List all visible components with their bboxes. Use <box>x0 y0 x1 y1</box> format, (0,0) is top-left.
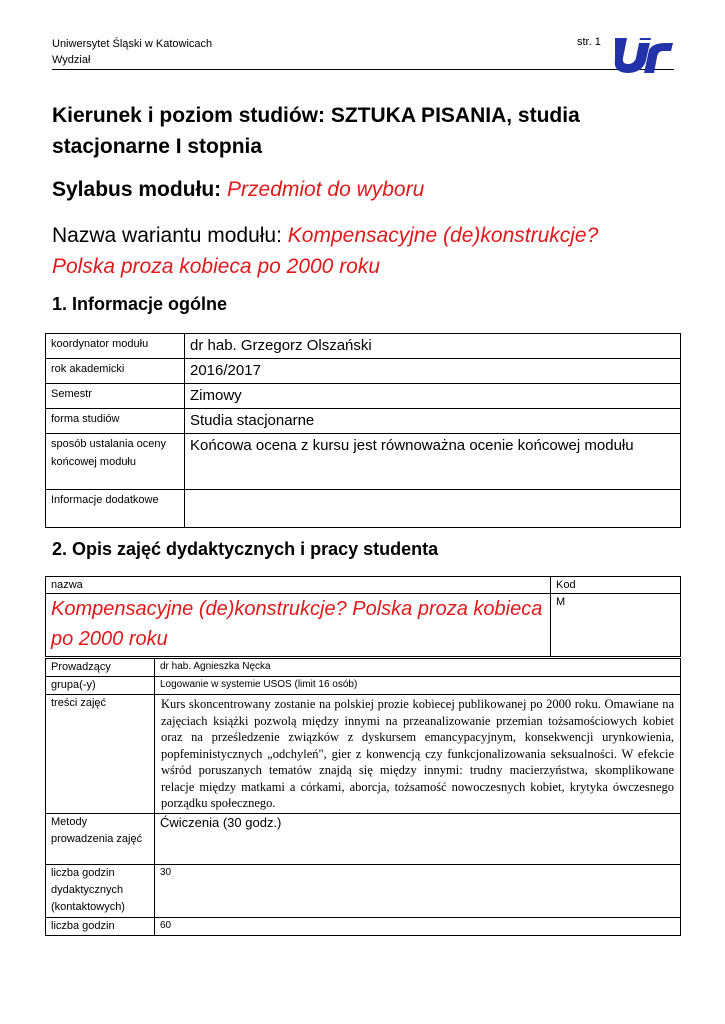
row-value: dr hab. Agnieszka Nęcka <box>155 659 681 677</box>
row-key: grupa(-y) <box>46 677 155 695</box>
row-key: forma studiów <box>46 409 185 434</box>
row-value: Zimowy <box>185 384 681 409</box>
row-value: 2016/2017 <box>185 359 681 384</box>
unit-name: Wydział <box>52 54 91 66</box>
row-key: Prowadzący <box>46 659 155 677</box>
table-row <box>46 594 681 657</box>
table-row <box>46 384 681 409</box>
page-title: Kierunek i poziom studiów: SZTUKA PISANIA, studia stacjonarne I stopnia <box>52 104 580 158</box>
name-label: nazwa <box>46 577 551 594</box>
row-value: dr hab. Grzegorz Olszański <box>185 334 681 359</box>
row-value: 30 <box>155 864 681 917</box>
table-row <box>46 434 681 490</box>
course-name: Kompensacyjne (de)konstrukcje? Polska proza kobieca po 2000 roku <box>46 594 551 657</box>
university-logo <box>609 34 675 76</box>
table-row <box>46 864 681 917</box>
row-key: rok akademicki <box>46 359 185 384</box>
section1-heading: 1. Informacje ogólne <box>52 294 228 314</box>
row-value: Studia stacjonarne <box>185 409 681 434</box>
course-code: M <box>551 594 681 657</box>
table-row <box>46 409 681 434</box>
row-value: 60 <box>155 917 681 935</box>
course-name-table <box>45 576 681 657</box>
row-key: Informacje dodatkowe <box>46 490 185 528</box>
sylabus-heading <box>52 175 424 205</box>
row-value: Logowanie w systemie USOS (limit 16 osób) <box>155 677 681 695</box>
section2-heading: 2. Opis zajęć dydaktycznych i pracy studenta <box>52 539 439 559</box>
row-value <box>185 490 681 528</box>
sylabus-label: Sylabus modułu: <box>52 178 222 201</box>
code-label: Kod <box>551 577 681 594</box>
page-number: str. 1 <box>577 36 601 48</box>
general-info-table <box>45 333 681 528</box>
row-key: liczba godzin <box>46 917 155 935</box>
row-key: sposób ustalania oceny końcowej modułu <box>46 434 185 490</box>
row-key: koordynator modułu <box>46 334 185 359</box>
sylabus-value: Przedmiot do wyboru <box>227 178 425 201</box>
header-divider <box>52 69 674 70</box>
table-row <box>46 334 681 359</box>
table-row <box>46 813 681 864</box>
table-row <box>46 359 681 384</box>
course-content: Kurs skoncentrowany zostanie na polskiej prozie kobiecej publikowanej po 2000 roku. Omawiane na zajęciach książki pozwolą między innymi na przeanalizowanie przemian tożsamościowych kobiet oraz na prześledzenie związków z dyskursem emancypacyjnym, konsekwencji urynkowienia, popfeministycznych „odchyleń", gier z konwencją czy funkcjonalizowania seksualności. W efekcie wśród poruszanych tematów znajdą się między innymi: trudny macierzyństwa, skomplikowane relacje między matkami a córkami, aborcja, tożsamość nowoczesnych kobiet, krytyka ówczesnego porządku społecznego. <box>155 695 681 814</box>
row-value: Ćwiczenia (30 godz.) <box>155 813 681 864</box>
course-details-table <box>45 658 681 936</box>
table-row <box>46 695 681 814</box>
university-name: Uniwersytet Śląski w Katowicach <box>52 38 213 50</box>
table-row <box>46 659 681 677</box>
row-key: liczba godzin dydaktycznych (kontaktowych) <box>46 864 155 917</box>
wariant-value-2: Polska proza kobieca po 2000 roku <box>52 255 381 278</box>
row-key: treści zajęć <box>46 695 155 814</box>
wariant-heading <box>52 220 672 282</box>
table-row <box>46 917 681 935</box>
row-key: Semestr <box>46 384 185 409</box>
table-row <box>46 677 681 695</box>
row-value: Końcowa ocena z kursu jest równoważna ocenie końcowej modułu <box>185 434 681 490</box>
row-key: Metody prowadzenia zajęć <box>46 813 155 864</box>
table-row <box>46 577 681 594</box>
wariant-value-1: Kompensacyjne (de)konstrukcje? <box>287 224 599 247</box>
wariant-label: Nazwa wariantu modułu: <box>52 224 282 247</box>
header-left <box>52 36 212 68</box>
table-row <box>46 490 681 528</box>
